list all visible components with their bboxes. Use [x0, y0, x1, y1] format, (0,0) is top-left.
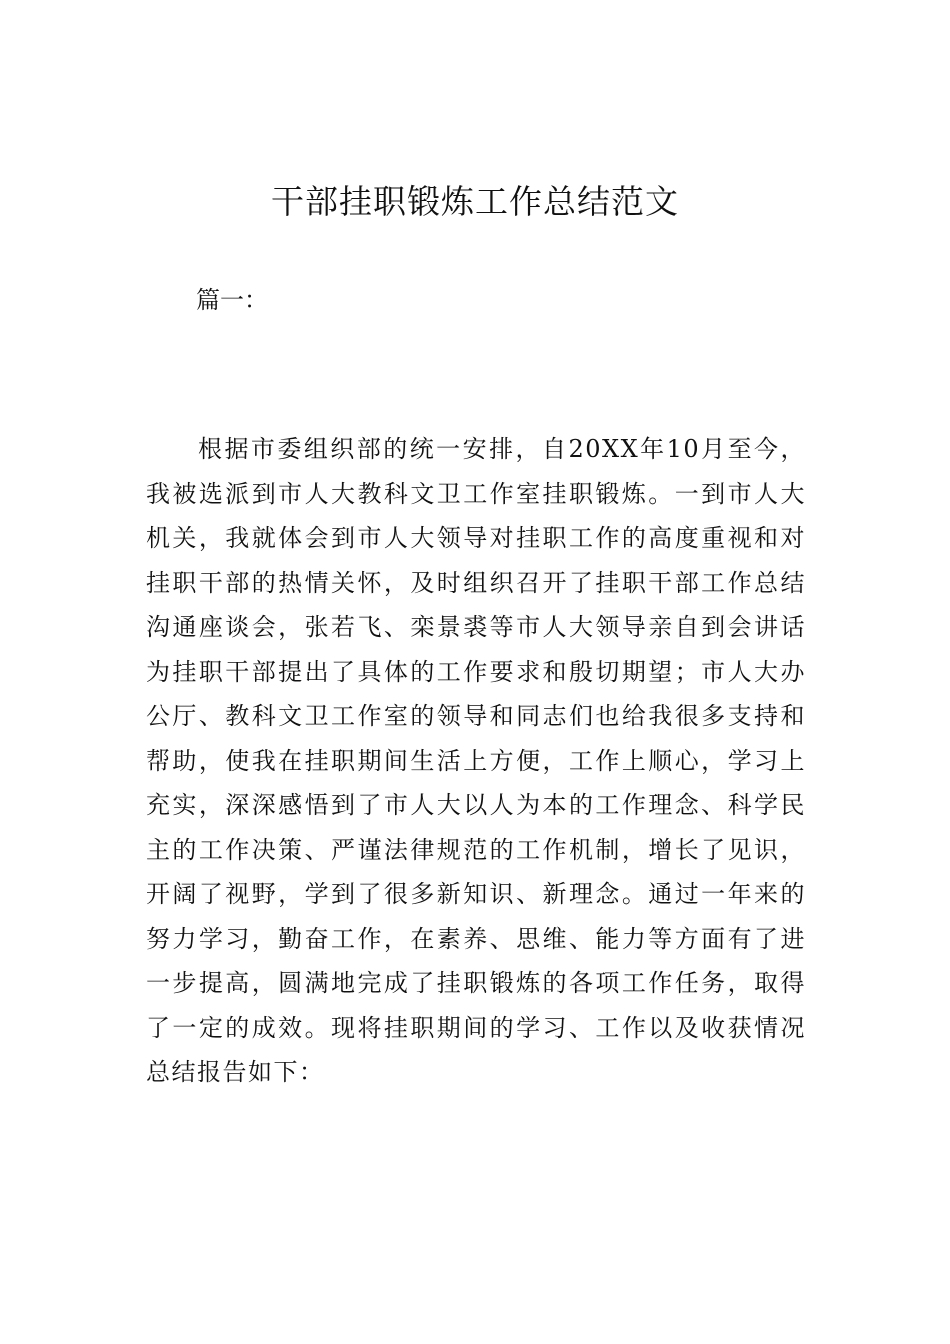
section-heading: 篇一：: [196, 286, 268, 314]
body-paragraph: 根据市委组织部的统一安排，自20XX年10月至今，我被选派到市人大教科文卫工作室挂职锻炼。一到市人大机关，我就体会到市人大领导对挂职工作的高度重视和对挂职干部的热情关怀，及时组织召开了挂职干部工作总结沟通座谈会，张若飞、栾景裘等市人大领导亲自到会讲话为挂职干部提出了具体的工作要求和殷切期望；市人大办公厅、教科文卫工作室的领导和同志们也给我很多支持和帮助，使我在挂职期间生活上方便，工作上顺心，学习上充实，深深感悟到了市人大以人为本的工作理念、科学民主的工作决策、严谨法律规范的工作机制，增长了见识，开阔了视野，学到了很多新知识、新理念。通过一年来的努力学习，勤奋工作，在素养、思维、能力等方面有了进一步提高，圆满地完成了挂职锻炼的各项工作任务，取得了一定的成效。现将挂职期间的学习、工作以及收获情况总结报告如下：: [146, 435, 806, 1086]
document-title: 干部挂职锻炼工作总结范文: [271, 182, 679, 221]
